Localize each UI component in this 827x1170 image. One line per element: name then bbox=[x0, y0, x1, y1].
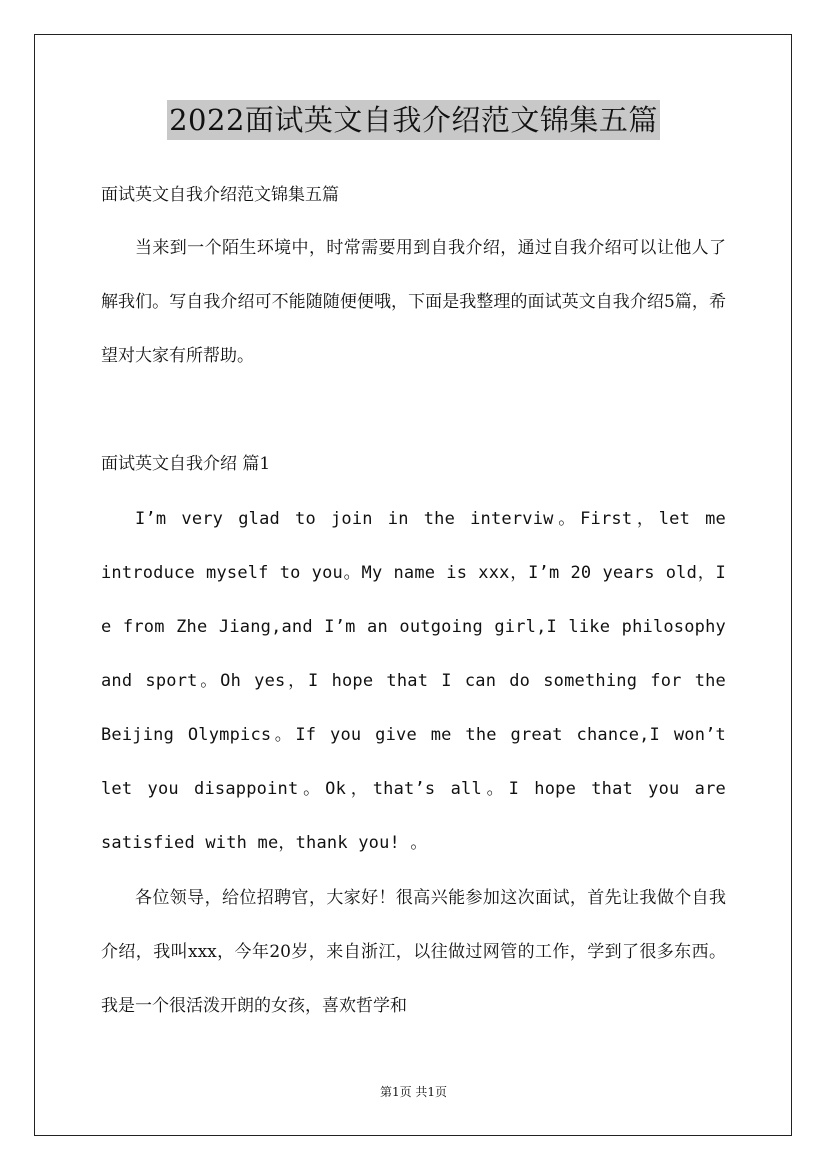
chinese-paragraph: 各位领导，给位招聘官，大家好！很高兴能参加这次面试，首先让我做个自我介绍，我叫xxx，今年20岁，来自浙江，以往做过网管的工作，学到了很多东西。我是一个很活泼开朗的女孩，喜欢哲学和 bbox=[101, 888, 726, 1016]
document-title: 2022面试英文自我介绍范文锦集五篇 bbox=[167, 100, 660, 140]
intro-paragraph: 当来到一个陌生环境中，时常需要用到自我介绍，通过自我介绍可以让他人了解我们。写自我介绍可不能随随便便哦，下面是我整理的面试英文自我介绍5篇，希望对大家有所帮助。 bbox=[101, 238, 726, 366]
section-heading: 面试英文自我介绍 篇1 bbox=[101, 454, 271, 474]
page-footer bbox=[0, 1082, 827, 1102]
document-subtitle: 面试英文自我介绍范文锦集五篇 bbox=[101, 185, 339, 205]
page-number: 第1页 共1页 bbox=[379, 1085, 448, 1099]
english-paragraph: I’m very glad to join in the interviw。First，let me introduce myself to you。My name is xxx，I’m 20 years old，I e from Zhe Jiang,and I’m an outgoing girl,I like philosophy and sport。Oh yes，I hope that I can do something for the Beijing Olympics。If you give me the great chance,I won’t let you disappoint。Ok，that’s all。I hope that you are satisfied with me，thank you! 。 bbox=[101, 509, 726, 853]
title-container bbox=[0, 100, 827, 140]
